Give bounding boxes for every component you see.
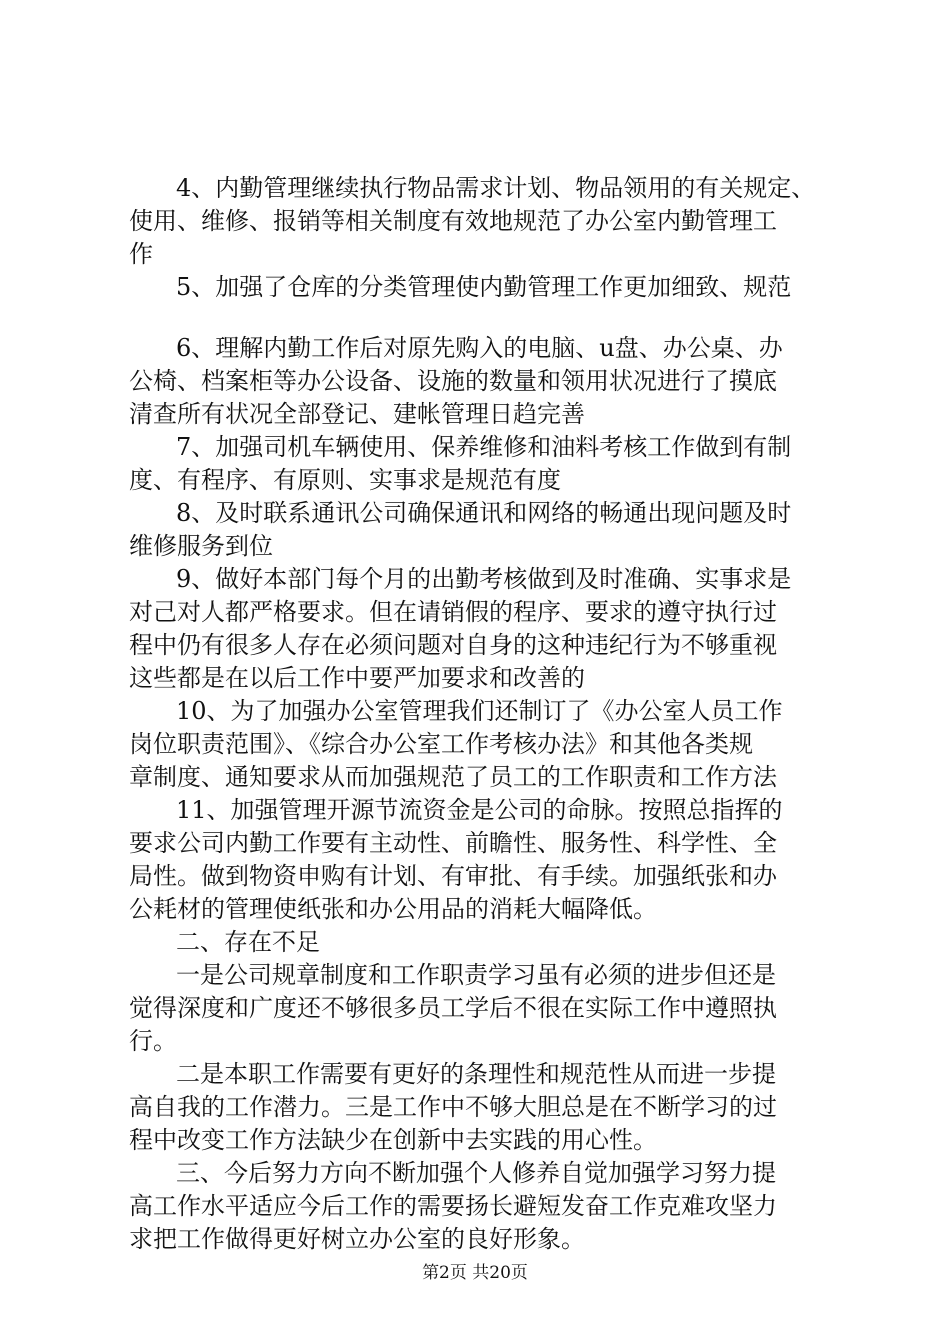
text-line: 行。: [129, 1027, 177, 1055]
text-line: 对己对人都严格要求。但在请销假的程序、要求的遵守执行过: [129, 598, 777, 626]
text-line: 4、内勤管理继续执行物品需求计划、物品领用的有关规定、: [176, 174, 816, 202]
text-line: 这些都是在以后工作中要严加要求和改善的: [129, 664, 585, 692]
text-line: 程中仍有很多人存在必须问题对自身的这种违纪行为不够重视: [129, 631, 777, 659]
text-line: 程中改变工作方法缺少在创新中去实践的用心性。: [129, 1126, 657, 1154]
text-line: 10、为了加强办公室管理我们还制订了《办公室人员工作: [176, 697, 783, 725]
text-line: 11、加强管理开源节流资金是公司的命脉。按照总指挥的: [176, 796, 783, 824]
text-line: 使用、维修、报销等相关制度有效地规范了办公室内勤管理工: [129, 207, 777, 235]
text-line: 作: [129, 240, 153, 268]
text-line: 6、理解内勤工作后对原先购入的电脑、u盘、办公桌、办: [176, 334, 783, 362]
text-line: 9、做好本部门每个月的出勤考核做到及时准确、实事求是: [176, 565, 792, 593]
text-line: 三、今后努力方向不断加强个人修养自觉加强学习努力提: [176, 1159, 776, 1187]
section-heading: 二、存在不足: [176, 928, 320, 956]
page-number-footer: 第2页 共20页: [422, 1263, 528, 1283]
text-line: 8、及时联系通讯公司确保通讯和网络的畅通出现问题及时: [176, 499, 792, 527]
text-line: 度、有程序、有原则、实事求是规范有度: [129, 466, 561, 494]
text-line: 5、加强了仓库的分类管理使内勤管理工作更加细致、规范: [176, 273, 792, 301]
text-line: 岗位职责范围》、《综合办公室工作考核办法》和其他各类规: [129, 730, 753, 758]
text-line: 高自我的工作潜力。三是工作中不够大胆总是在不断学习的过: [129, 1093, 777, 1121]
text-line: 清查所有状况全部登记、建帐管理日趋完善: [129, 400, 585, 428]
text-line: 高工作水平适应今后工作的需要扬长避短发奋工作克难攻坚力: [129, 1192, 777, 1220]
text-line: 二是本职工作需要有更好的条理性和规范性从而进一步提: [176, 1060, 776, 1088]
text-line: 7、加强司机车辆使用、保养维修和油料考核工作做到有制: [176, 433, 792, 461]
text-line: 要求公司内勤工作要有主动性、前瞻性、服务性、科学性、全: [129, 829, 777, 857]
text-line: 求把工作做得更好树立办公室的良好形象。: [129, 1225, 585, 1253]
text-line: 公耗材的管理使纸张和办公用品的消耗大幅降低。: [129, 895, 657, 923]
text-line: 局性。做到物资申购有计划、有审批、有手续。加强纸张和办: [129, 862, 777, 890]
text-line: 一是公司规章制度和工作职责学习虽有必须的进步但还是: [176, 961, 776, 989]
text-line: 公椅、档案柜等办公设备、设施的数量和领用状况进行了摸底: [129, 367, 777, 395]
text-line: 维修服务到位: [129, 532, 273, 560]
text-line: 觉得深度和广度还不够很多员工学后不很在实际工作中遵照执: [129, 994, 777, 1022]
text-line: 章制度、通知要求从而加强规范了员工的工作职责和工作方法: [129, 763, 777, 791]
